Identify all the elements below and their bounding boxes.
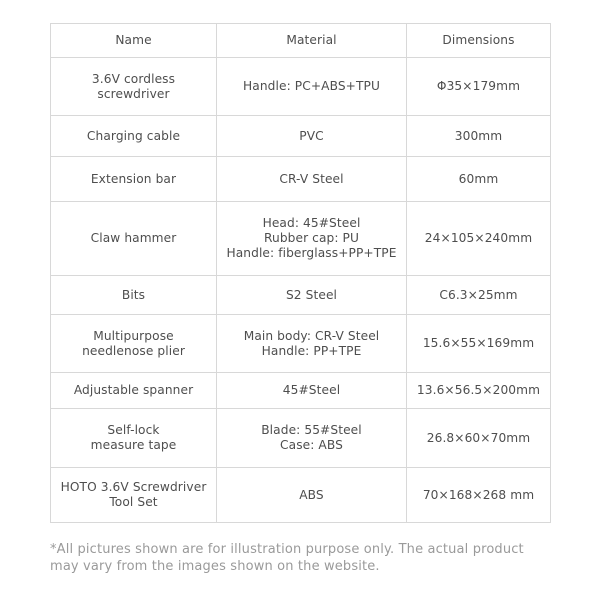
cell-material-line: S2 Steel — [285, 287, 338, 302]
table-row — [51, 373, 551, 409]
cell-material — [217, 157, 407, 202]
cell-material-line: Rubber cap: PU — [263, 231, 360, 245]
table-row — [51, 58, 551, 116]
cell-name — [51, 116, 217, 157]
cell-material-line: 45#Steel — [282, 383, 341, 397]
cell-name-line: Multipurpose — [93, 328, 174, 343]
cell-dimensions — [407, 409, 551, 468]
cell-name — [51, 315, 217, 373]
header-name: Name — [51, 24, 217, 58]
cell-name — [51, 409, 217, 468]
table-row — [51, 315, 551, 373]
table-row — [51, 409, 551, 468]
cell-material — [217, 315, 407, 373]
disclaimer-footnote — [50, 541, 570, 575]
table-row — [51, 202, 551, 276]
cell-material — [217, 116, 407, 157]
cell-material-line: Head: 45#Steel — [262, 216, 361, 230]
cell-name-line: HOTO 3.6V Screwdriver — [60, 480, 207, 494]
cell-dimensions — [407, 58, 551, 116]
table-row — [51, 157, 551, 202]
cell-material — [217, 409, 407, 468]
table-row — [51, 276, 551, 315]
footnote-line: *All pictures shown are for illustration purpose only. The actual product — [50, 542, 524, 557]
cell-material-line: CR-V Steel — [279, 171, 344, 186]
cell-name-line: measure tape — [90, 438, 177, 452]
footnote-line: may vary from the images shown on the website. — [50, 559, 380, 574]
table-body — [51, 58, 551, 523]
cell-dimensions-value: 70×168×268 mm — [422, 487, 535, 502]
cell-material — [217, 276, 407, 315]
cell-material — [217, 58, 407, 116]
cell-dimensions-value: 13.6×56.5×200mm — [416, 383, 541, 397]
cell-material-line: Main body: CR-V Steel — [243, 328, 380, 343]
cell-name-line: Bits — [121, 287, 146, 302]
cell-name-line: Tool Set — [109, 495, 158, 509]
cell-dimensions-value: 24×105×240mm — [424, 231, 533, 245]
cell-dimensions — [407, 116, 551, 157]
cell-name — [51, 157, 217, 202]
cell-material-line: PVC — [299, 128, 324, 143]
specifications-table — [50, 23, 551, 523]
table-row — [51, 468, 551, 523]
cell-name-line: needlenose plier — [82, 343, 185, 358]
cell-material-line: Blade: 55#Steel — [261, 423, 362, 437]
cell-name-line: Adjustable spanner — [73, 383, 194, 397]
header-dimensions: Dimensions — [407, 24, 551, 58]
cell-material-line: Case: ABS — [280, 438, 343, 452]
cell-dimensions-value: 60mm — [458, 171, 499, 186]
cell-name — [51, 276, 217, 315]
cell-dimensions — [407, 315, 551, 373]
cell-material-line: Handle: PP+TPE — [261, 343, 362, 358]
cell-name — [51, 58, 217, 116]
cell-name — [51, 202, 217, 276]
cell-dimensions-value: 26.8×60×70mm — [426, 430, 531, 445]
header-material: Material — [217, 24, 407, 58]
cell-material-line: Handle: fiberglass+PP+TPE — [226, 246, 397, 260]
cell-dimensions — [407, 157, 551, 202]
cell-name-line: screwdriver — [97, 86, 170, 101]
cell-material — [217, 373, 407, 409]
cell-dimensions — [407, 468, 551, 523]
cell-material-line: Handle: PC+ABS+TPU — [243, 79, 380, 93]
cell-material-line: ABS — [299, 487, 324, 502]
cell-name — [51, 373, 217, 409]
cell-name-line: Claw hammer — [90, 231, 177, 245]
cell-material — [217, 202, 407, 276]
cell-name — [51, 468, 217, 523]
header-row — [51, 24, 551, 58]
table-header — [51, 24, 551, 58]
cell-dimensions-value: C6.3×25mm — [439, 287, 518, 302]
cell-name-line: Self-lock — [107, 423, 160, 437]
cell-dimensions-value: 15.6×55×169mm — [422, 336, 535, 350]
cell-dimensions-value: Φ35×179mm — [436, 79, 521, 93]
cell-name-line: 3.6V cordless — [91, 71, 176, 86]
cell-dimensions — [407, 373, 551, 409]
cell-name-line: Charging cable — [86, 128, 181, 143]
cell-material — [217, 468, 407, 523]
cell-dimensions-value: 300mm — [454, 128, 503, 143]
table-row — [51, 116, 551, 157]
cell-name-line: Extension bar — [90, 171, 177, 186]
cell-dimensions — [407, 202, 551, 276]
cell-dimensions — [407, 276, 551, 315]
